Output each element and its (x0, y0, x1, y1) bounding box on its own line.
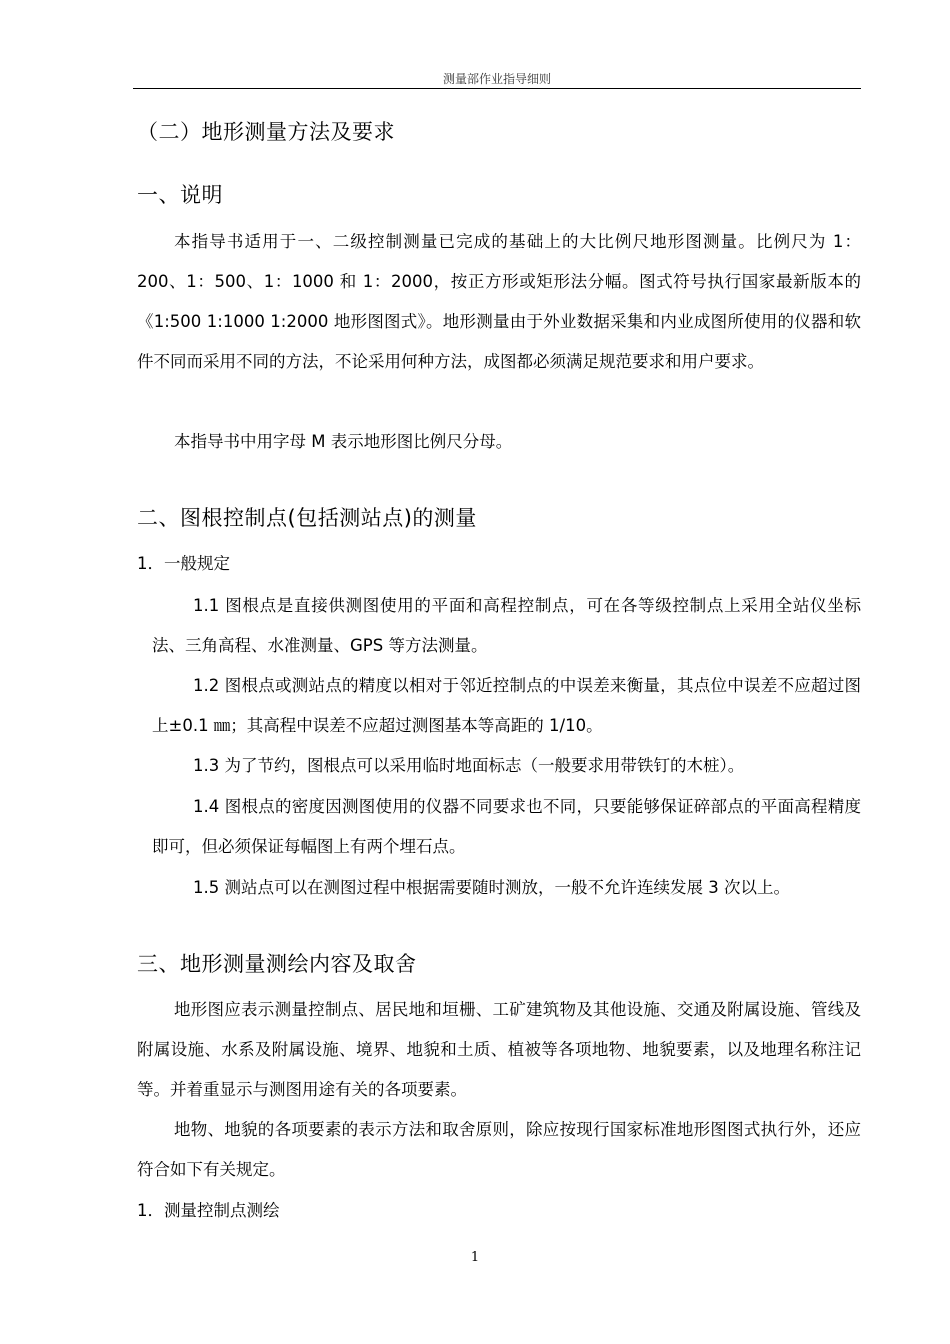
list-item: 1.3 为了节约，图根点可以采用临时地面标志（一般要求用带铁钉的木桩）。 (193, 756, 745, 775)
section-3-subheading: 1．测量控制点测绘 (137, 1201, 280, 1220)
section-1-paragraph: 本指导书适用于一、二级控制测量已完成的基础上的大比例尺地形图测量。比例尺为 1：200、1：500、1：1000 和 1：2000，按正方形或矩形法分幅。图式符号执行国家最新版本的《1:500 1:1000 1:2000 地形图图式》。地形测量由于外业数据采集和内业成图所使用的仪器和软件不同而采用不同的方法，不论采用何种方法，成图都必须满足规范要求和用户要求。 (137, 232, 861, 371)
section-3-paragraph: 地物、地貌的各项要素的表示方法和取舍原则，除应按现行国家标准地形图图式执行外，还应符合如下有关规定。 (137, 1120, 861, 1179)
section-2-subheading: 1．一般规定 (137, 554, 230, 573)
page-number: 1 (470, 1250, 480, 1265)
document-subtitle: （二）地形测量方法及要求 (137, 120, 395, 144)
page-header: 测量部作业指导细则 (133, 70, 861, 89)
section-2-heading: 二、图根控制点(包括测站点)的测量 (137, 506, 477, 530)
list-item: 1.5 测站点可以在测图过程中根据需要随时测放，一般不允许连续发展 3 次以上。 (193, 878, 790, 897)
section-1-paragraph: 本指导书中用字母 M 表示地形图比例尺分母。 (174, 432, 513, 451)
list-item: 1.2 图根点或测站点的精度以相对于邻近控制点的中误差来衡量，其点位中误差不应超过图上±0.1 ㎜；其高程中误差不应超过测图基本等高距的 1/10。 (152, 676, 861, 735)
section-3-paragraph: 地形图应表示测量控制点、居民地和垣栅、工矿建筑物及其他设施、交通及附属设施、管线及附属设施、水系及附属设施、境界、地貌和土质、植被等各项地物、地貌要素，以及地理名称注记等。并着重显示与测图用途有关的各项要素。 (137, 1000, 861, 1099)
list-item: 1.1 图根点是直接供测图使用的平面和高程控制点，可在各等级控制点上采用全站仪坐标法、三角高程、水准测量、GPS 等方法测量。 (152, 596, 861, 655)
list-item: 1.4 图根点的密度因测图使用的仪器不同要求也不同，只要能够保证碎部点的平面高程精度即可，但必须保证每幅图上有两个埋石点。 (152, 797, 861, 856)
section-1-heading: 一、说明 (137, 183, 223, 207)
section-3-heading: 三、地形测量测绘内容及取舍 (137, 952, 417, 976)
